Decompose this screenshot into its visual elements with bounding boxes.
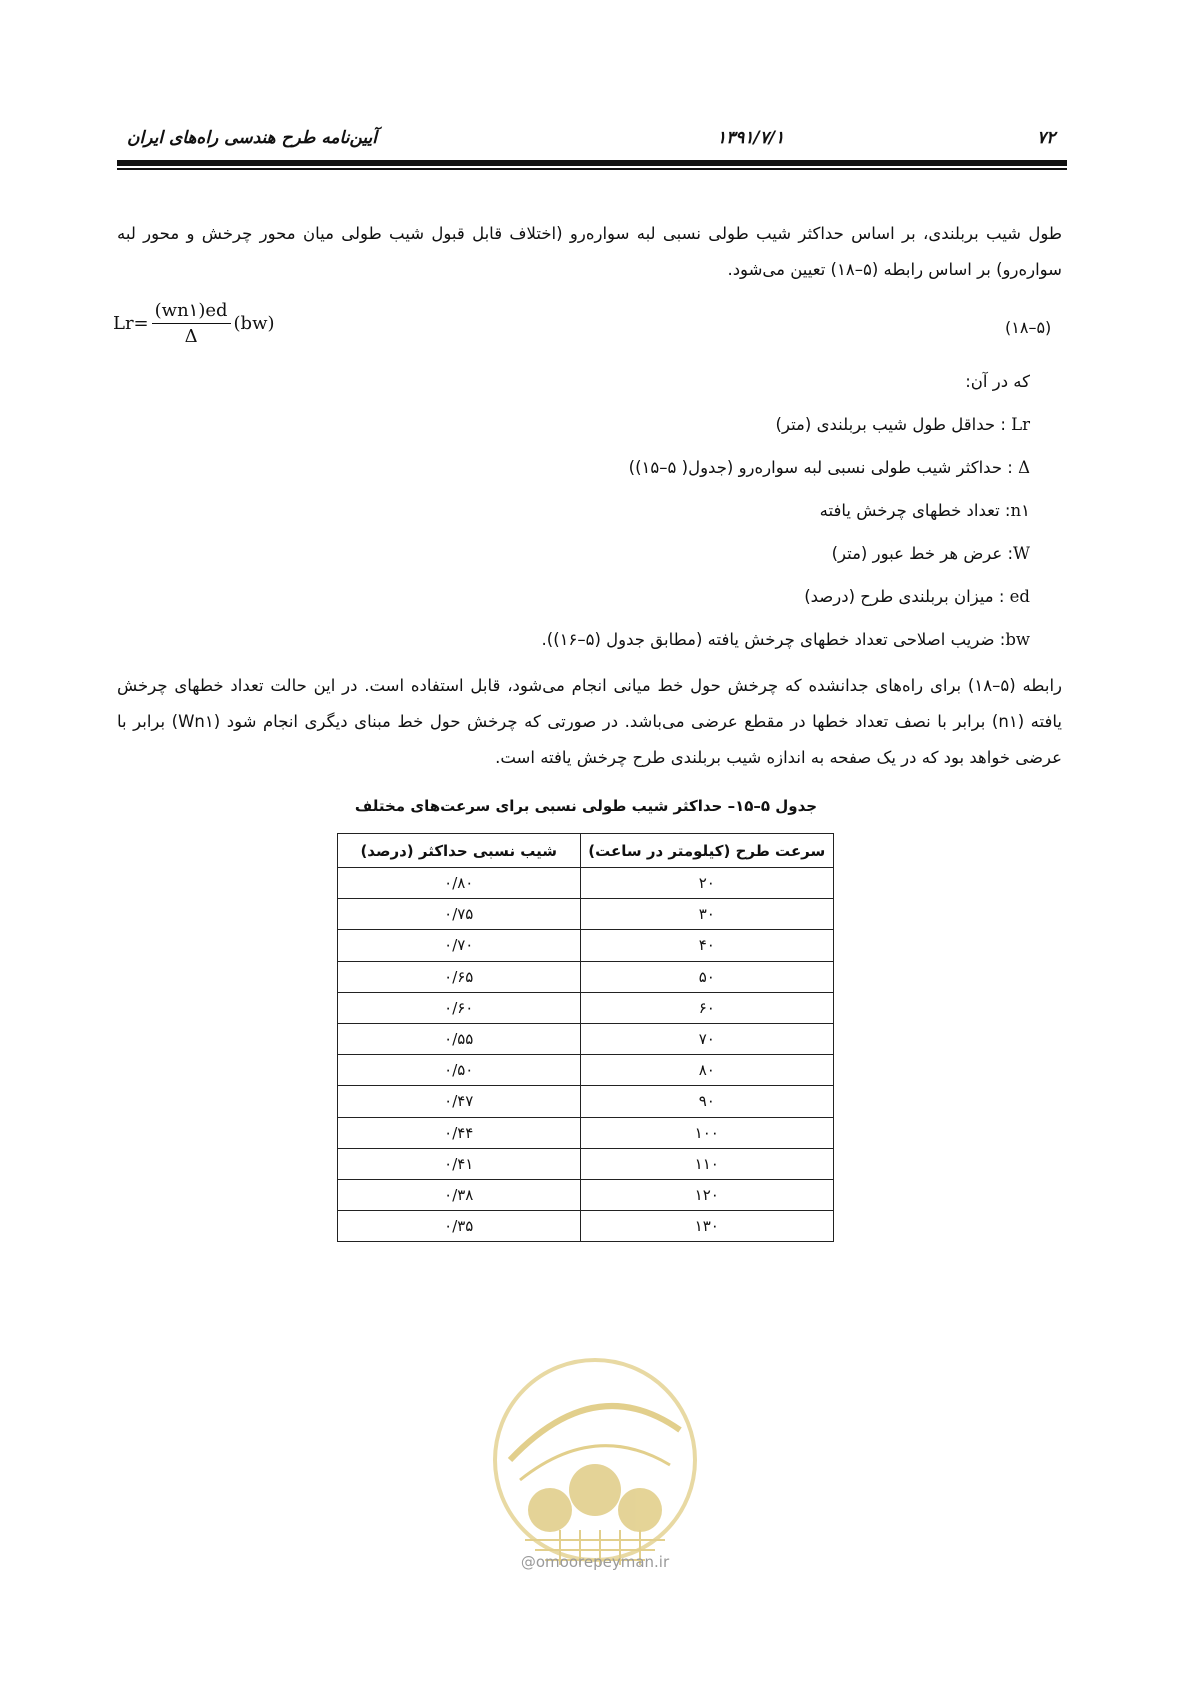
header-title: آیین‌نامه طرح هندسی راه‌های ایران bbox=[127, 128, 377, 148]
definition-text: : تعداد خطهای چرخش یافته bbox=[819, 501, 1011, 520]
definition-symbol: Δ bbox=[1018, 458, 1030, 477]
slope-cell: ۰/۳۸ bbox=[338, 1179, 581, 1210]
definition-symbol: Lr bbox=[1011, 415, 1030, 434]
definitions-list bbox=[541, 360, 1030, 661]
slope-cell: ۰/۴۱ bbox=[338, 1148, 581, 1179]
definition-item bbox=[560, 532, 1030, 575]
slope-cell: ۰/۶۵ bbox=[338, 961, 581, 992]
table-caption: جدول ۵–۱۵– حداکثر شیب طولی نسبی برای سرعت‌های مختلف bbox=[354, 797, 818, 815]
table-row bbox=[338, 1055, 834, 1086]
header-date: ۱۳۹۱/۷/۱ bbox=[717, 128, 785, 148]
formula-factor: (bw) bbox=[233, 313, 275, 334]
page-number: ۷۲ bbox=[1037, 128, 1056, 148]
formula-denominator: Δ bbox=[184, 326, 198, 347]
speed-cell: ۴۰ bbox=[580, 930, 833, 961]
definition-symbol: W bbox=[1013, 544, 1030, 563]
formula-lhs: Lr= bbox=[113, 313, 149, 334]
definition-item bbox=[541, 618, 1030, 661]
speed-cell: ۱۲۰ bbox=[580, 1179, 833, 1210]
speed-cell: ۸۰ bbox=[580, 1055, 833, 1086]
table-row bbox=[338, 1086, 834, 1117]
watermark-url: @omoorepeyman.ir bbox=[520, 1553, 670, 1571]
formula bbox=[113, 300, 275, 347]
speed-cell: ۹۰ bbox=[580, 1086, 833, 1117]
table-row bbox=[338, 899, 834, 930]
intro-paragraph: طول شیب بربلندی، بر اساس حداکثر شیب طولی نسبی لبه سواره‌رو (اختلاف قابل قبول شیب طولی میان محور چرخش و محور لبه سواره‌رو) بر اساس رابطه (۵–۱۸) تعیین می‌شود. bbox=[117, 224, 1062, 279]
explanation-paragraph: رابطه (۵–۱۸) برای راه‌های جدانشده که چرخش حول خط میانی انجام می‌شود، قابل استفاده است. در این حالت تعداد خطهای چرخش یافته (n۱) برابر با نصف تعداد خطها در مقطع عرضی می‌باشد. در صورتی که چرخش حول خط مبنای دیگری انجام شود (Wn۱) برابر با عرضی خواهد بود که در یک صفحه به اندازه شیب بربلندی طرح چرخش یافته است. bbox=[117, 676, 1063, 767]
header-rule-thick bbox=[117, 160, 1067, 166]
slope-cell: ۰/۵۰ bbox=[338, 1055, 581, 1086]
table-row bbox=[338, 1117, 834, 1148]
definition-text: : عرض هر خط عبور (متر) bbox=[831, 544, 1014, 563]
table-row bbox=[338, 961, 834, 992]
formula-numerator: (wn۱)ed bbox=[152, 300, 231, 324]
where-label: که در آن: bbox=[965, 372, 1030, 391]
formula-fraction bbox=[152, 300, 231, 347]
speed-cell: ۳۰ bbox=[580, 899, 833, 930]
slope-cell: ۰/۶۰ bbox=[338, 992, 581, 1023]
slope-cell: ۰/۵۵ bbox=[338, 1023, 581, 1054]
speed-cell: ۷۰ bbox=[580, 1023, 833, 1054]
table-row bbox=[338, 1148, 834, 1179]
speed-cell: ۲۰ bbox=[580, 868, 833, 899]
slope-cell: ۰/۴۴ bbox=[338, 1117, 581, 1148]
definition-text: : حداکثر شیب طولی نسبی لبه سواره‌رو (جدول( ۵–۱۵)) bbox=[628, 458, 1019, 477]
column-header-slope: شیب نسبی حداکثر (درصد) bbox=[338, 834, 581, 868]
definition-text: : حداقل طول شیب بربلندی (متر) bbox=[775, 415, 1012, 434]
definition-symbol: bw bbox=[1005, 630, 1030, 649]
slope-cell: ۰/۸۰ bbox=[338, 868, 581, 899]
header-rule-thin bbox=[117, 168, 1067, 170]
definition-item bbox=[560, 403, 1030, 446]
definition-item bbox=[560, 446, 1030, 489]
definition-symbol: n۱ bbox=[1010, 501, 1030, 520]
column-header-speed: سرعت طرح (کیلومتر در ساعت) bbox=[580, 834, 833, 868]
table-row bbox=[338, 1179, 834, 1210]
slope-cell: ۰/۴۷ bbox=[338, 1086, 581, 1117]
table-row bbox=[338, 930, 834, 961]
speed-cell: ۱۱۰ bbox=[580, 1148, 833, 1179]
table-row bbox=[338, 1023, 834, 1054]
speed-cell: ۱۳۰ bbox=[580, 1211, 833, 1242]
definition-symbol: ed bbox=[1009, 587, 1030, 606]
slope-table bbox=[337, 833, 834, 1242]
slope-cell: ۰/۳۵ bbox=[338, 1211, 581, 1242]
speed-cell: ۱۰۰ bbox=[580, 1117, 833, 1148]
definition-text: : ضریب اصلاحی تعداد خطهای چرخش یافته (مطابق جدول (۵–۱۶)). bbox=[541, 630, 1006, 649]
definition-item bbox=[560, 575, 1030, 618]
equation-number: (۵–۱۸) bbox=[1005, 318, 1052, 337]
table-row bbox=[338, 992, 834, 1023]
definition-text: : میزان بربلندی طرح (درصد) bbox=[804, 587, 1010, 606]
table-header-row bbox=[338, 834, 834, 868]
speed-cell: ۶۰ bbox=[580, 992, 833, 1023]
table-row bbox=[338, 1211, 834, 1242]
slope-cell: ۰/۷۰ bbox=[338, 930, 581, 961]
slope-cell: ۰/۷۵ bbox=[338, 899, 581, 930]
page-header bbox=[117, 128, 1067, 154]
table-row bbox=[338, 868, 834, 899]
definition-item bbox=[560, 489, 1030, 532]
speed-cell: ۵۰ bbox=[580, 961, 833, 992]
